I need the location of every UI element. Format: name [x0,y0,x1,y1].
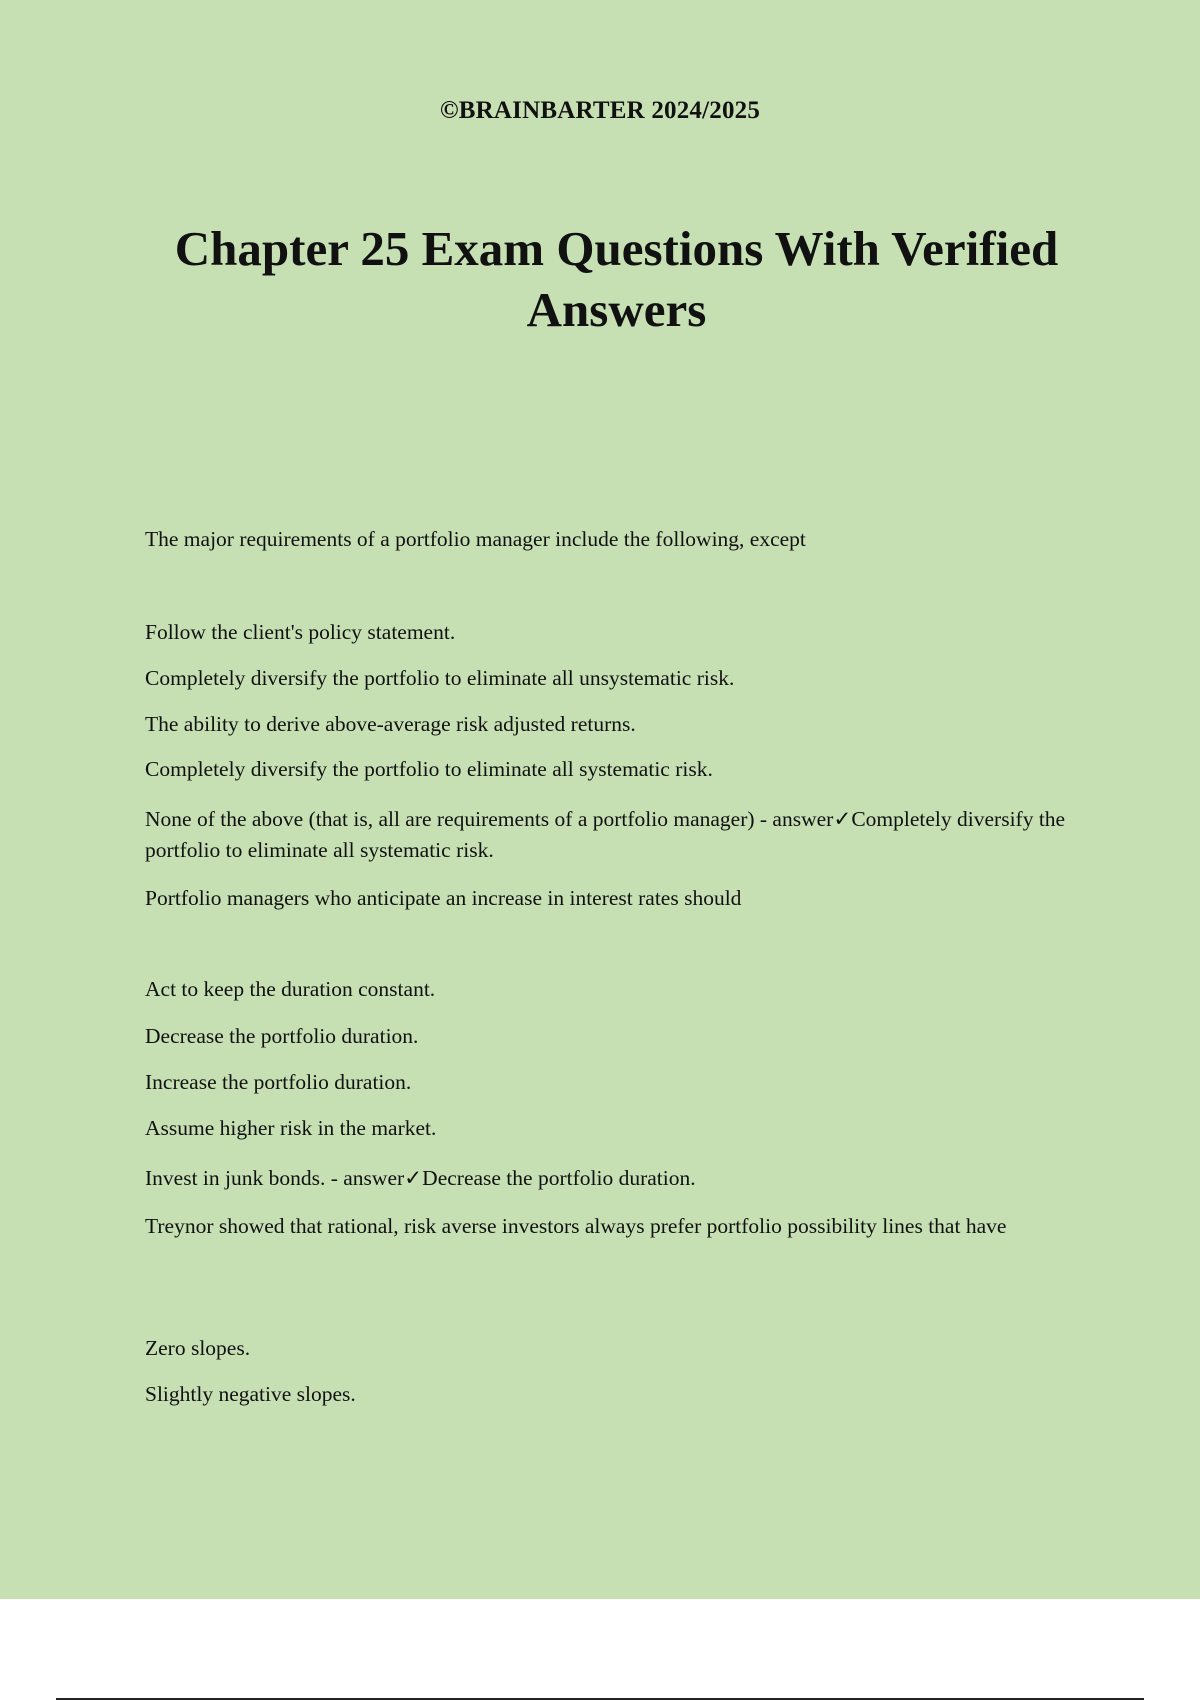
answer-option: Completely diversify the portfolio to eliminate all unsystematic risk. [145,666,735,690]
question-text: Treynor showed that rational, risk averse investors always prefer portfolio possibility lines that have [145,1214,1007,1238]
copyright-header: ©BRAINBARTER 2024/2025 [439,97,761,124]
question-text: Portfolio managers who anticipate an increase in interest rates should [145,886,742,910]
answer-option-with-key: Invest in junk bonds. - answer✓Decrease the portfolio duration. [145,1166,696,1190]
document-title: Chapter 25 Exam Questions With Verified Answers [174,221,1059,337]
answer-option: Assume higher risk in the market. [145,1116,437,1140]
answer-option: Completely diversify the portfolio to eliminate all systematic risk. [145,757,713,781]
answer-option-with-key: None of the above (that is, all are requirements of a portfolio manager) - answer✓Completely diversify the portfolio to eliminate all systematic risk. [145,807,1066,862]
answer-option: Act to keep the duration constant. [145,977,436,1001]
answer-option: Slightly negative slopes. [145,1382,356,1406]
answer-option: Increase the portfolio duration. [145,1070,412,1094]
answer-option: Zero slopes. [145,1336,251,1360]
answer-option: Decrease the portfolio duration. [145,1024,419,1048]
answer-option: Follow the client's policy statement. [145,620,456,644]
question-text: The major requirements of a portfolio manager include the following, except [145,527,806,551]
answer-option: The ability to derive above-average risk adjusted returns. [145,712,636,736]
